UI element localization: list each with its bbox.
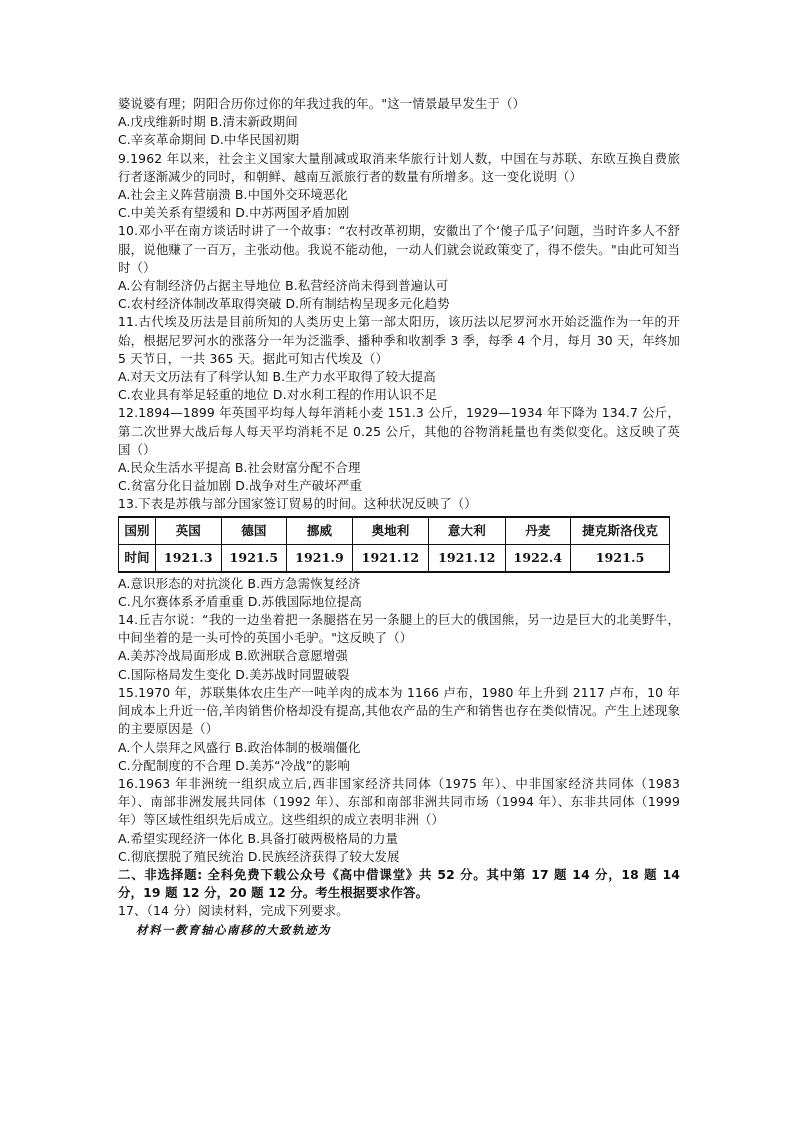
q16-options-ab: A.希望实现经济一体化 B.具备打破两极格局的力量 [118, 830, 399, 846]
q12-options-cd: C.贫富分化日益加剧 D.战争对生产破坏严重 [118, 478, 362, 494]
q12-stem: 12.1894—1899 年英国平均每人每年消耗小麦 151.3 公斤，1929—1934 年下降为 134.7 公斤，第二次世界大战后每人每天平均消耗不足 0.25 公斤，其他的谷物消耗量也有类似变化。这反映了英国（） [118, 405, 680, 457]
q10-options-cd: C.农村经济体制改革取得突破 D.所有制结构呈现多元化趋势 [118, 296, 450, 312]
table-cell: 德国 [221, 517, 287, 545]
table-cell: 国别 [119, 517, 156, 545]
q9-options-cd: C.中美关系有望缓和 D.中苏两国矛盾加剧 [118, 205, 350, 221]
table-cell: 1921.12 [352, 544, 428, 572]
table-cell: 时间 [119, 544, 156, 572]
q10-stem: 10.邓小平在南方谈话时讲了一个故事：“农村改革初期，安徽出了个‘傻子瓜子’问题，当时许多人不舒服，说他赚了一百万，主张动他。我说不能动他，一动人们就会说政策变了，得不偿失。"由此可知当时（） [118, 223, 680, 275]
q14-options-ab: A.美苏冷战局面形成 B.欧洲联合意愿增强 [118, 648, 348, 664]
q10-options-ab: A.公有制经济仍占据主导地位 B.私营经济尚未得到普遍认可 [118, 278, 449, 294]
q16-options-cd: C.彻底摆脱了殖民统治 D.民族经济获得了较大发展 [118, 848, 400, 864]
table-row [119, 544, 670, 572]
table-cell: 奥地利 [352, 517, 428, 545]
table-cell: 挪威 [287, 517, 353, 545]
q15-stem: 15.1970 年，苏联集体农庄生产一吨羊肉的成本为 1166 卢布，1980 年上升到 2117 卢布，10 年间成本上升近一倍,羊肉销售价格却没有提高,其他农产品的生产和销售也存在类似情况。产生上述现象的主要原因是（） [118, 684, 680, 737]
q12-options-ab: A.民众生活水平提高 B.社会财富分配不合理 [118, 460, 361, 476]
q13-options-ab: A.意识形态的对抗淡化 B.西方急需恢复经济 [118, 575, 361, 591]
table-cell: 1922.4 [505, 544, 571, 572]
q14-options-cd: C.国际格局发生变化 D.美苏战时同盟破裂 [118, 666, 350, 682]
table-cell: 意大利 [429, 517, 505, 545]
table-cell: 丹麦 [505, 517, 571, 545]
trade-agreement-table [118, 516, 670, 573]
q16-stem: 16.1963 年非洲统一组织成立后,西非国家经济共同体（1975 年）、中非国家经济共同体（1983 年）、南部非洲发展共同体（1992 年）、东部和南部非洲共同市场（1994 年）、东非共同体（1999 年）等区域性组织先后成立。这些组织的成立表明非洲（） [118, 775, 680, 828]
q11-options-ab: A.对天文历法有了科学认知 B.生产力水平取得了较大提高 [118, 369, 436, 385]
q13-stem: 13.下表是苏俄与部分国家签订贸易的时间。这种状况反映了（） [118, 496, 477, 512]
section-two-heading: 二、非选择题: 全科免费下载公众号《高中借课堂》共 52 分。其中第 17 题 14 分，18 题 14 分，19 题 12 分，20 题 12 分。考生根据要求作答。 [118, 866, 680, 901]
q9-options-ab: A.社会主义阵营崩溃 B.中国外交环境恶化 [118, 187, 348, 203]
q8-options-ab: A.戊戌维新时期 B.清末新政期间 [118, 114, 298, 130]
table-cell: 1921.5 [571, 544, 670, 572]
q8-stem-tail: 婆说婆有理；阴阳合历你过你的年我过我的年。"这一情景最早发生于（） [118, 96, 526, 111]
exam-page [118, 95, 680, 939]
table-cell: 1921.5 [221, 544, 287, 572]
q15-options-cd: C.分配制度的不合理 D.美苏“冷战”的影响 [118, 757, 351, 773]
q13-options-cd: C.凡尔赛体系矛盾重重 D.苏俄国际地位提高 [118, 593, 362, 609]
table-header-row [119, 517, 670, 545]
q14-stem: 14.丘吉尔说：“我的一边坐着把一条腿搭在另一条腿上的巨大的俄国熊，另一边是巨大的北美野牛，中间坐着的是一头可怜的英国小毛驴。"这反映了（） [118, 612, 680, 646]
q17-material-caption: 材料一教育轴心南移的大致轨迹为 [136, 922, 331, 937]
table-cell: 1921.3 [156, 544, 222, 572]
table-cell: 英国 [156, 517, 222, 545]
q17-stem: 17、（14 分）阅读材料，完成下列要求。 [118, 903, 349, 919]
q15-options-ab: A.个人崇拜之风盛行 B.政治体制的极端僵化 [118, 739, 361, 755]
table-cell: 捷克斯洛伐克 [571, 517, 670, 545]
table-cell: 1921.12 [429, 544, 505, 572]
table-cell: 1921.9 [287, 544, 353, 572]
q11-stem: 11.古代埃及历法是目前所知的人类历史上第一部太阳历，该历法以尼罗河水开始泛滥作为一年的开始，根据尼罗河水的涨落分一年为泛滥季、播种季和收割季 3 季，每季 4 个月，每月 30 天，年终加 5 天节日，一共 365 天。据此可知古代埃及（） [118, 314, 680, 366]
q11-options-cd: C.农业具有举足轻重的地位 D.对水利工程的作用认识不足 [118, 387, 438, 403]
q9-stem: 9.1962 年以来，社会主义国家大量削减或取消来华旅行计划人数，中国在与苏联、东欧互换自费旅行者逐渐减少的同时，和朝鲜、越南互派旅行者的数量有所增多。这一变化说明（） [118, 150, 680, 184]
q8-options-cd: C.辛亥革命期间 D.中华民国初期 [118, 132, 300, 148]
